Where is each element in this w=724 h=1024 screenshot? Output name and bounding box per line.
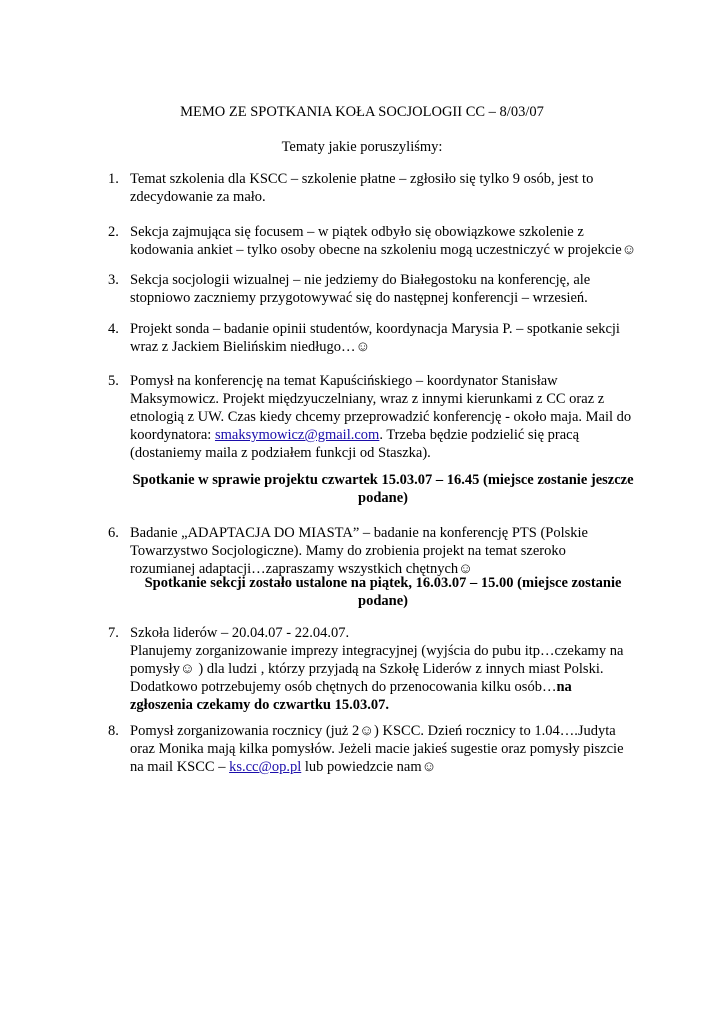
item-text: (dostaniemy maila z podziałem funkcji od Staszka). — [130, 445, 431, 461]
document-title: MEMO ZE SPOTKANIA KOŁA SOCJOLOGII CC – 8/03/07 — [180, 104, 544, 120]
item-text: Maksymowicz. Projekt międzyuczelniany, wraz z innymi kierunkami z CC oraz z — [130, 391, 605, 407]
item-number: 3. — [108, 272, 119, 288]
list-item-6 — [108, 524, 648, 578]
list-item-4 — [108, 320, 648, 356]
text-span: koordynatora: — [130, 427, 215, 443]
item-text: Szkoła liderów – 20.04.07 - 22.04.07. — [130, 625, 350, 641]
item-number: 8. — [108, 723, 119, 739]
item-text: wraz z Jackiem Bielińskim niedługo…☺ — [130, 339, 371, 355]
item-text: oraz Monika mają kilka pomysłów. Jeżeli macie jakieś sugestie oraz pomysły piszcie — [130, 741, 624, 757]
list-item-8 — [108, 722, 648, 776]
item-number: 6. — [108, 525, 119, 541]
item-text: kodowania ankiet – tylko osoby obecne na szkoleniu mogą uczestniczyć w projekcie☺ — [130, 242, 637, 258]
item-number: 2. — [108, 224, 119, 240]
item-number: 7. — [108, 625, 119, 641]
list-item-3 — [108, 271, 648, 307]
item-text: Temat szkolenia dla KSCC – szkolenie płatne – zgłosiło się tylko 9 osób, jest to — [130, 171, 594, 187]
bold-text: podane) — [358, 490, 408, 506]
list-item-5 — [108, 372, 648, 462]
item-text — [130, 678, 648, 696]
item-text — [130, 426, 648, 444]
email-link-kscc[interactable]: ks.cc@op.pl — [229, 759, 302, 775]
item-number: 4. — [108, 321, 119, 337]
item-text: Projekt sonda – badanie opinii studentów, koordynacja Marysia P. – spotkanie sekcji — [130, 321, 620, 337]
text-span: lub powiedzcie nam☺ — [301, 759, 437, 775]
bold-text: na — [556, 679, 572, 695]
item-text: pomysły☺ ) dla ludzi , którzy przyjadą na Szkołę Liderów z innych miast Polski. — [130, 661, 604, 677]
item-number: 5. — [108, 373, 119, 389]
item-text: stopniowo zaczniemy przygotowywać się do następnej konferencji – wrzesień. — [130, 290, 588, 306]
item-text: rozumianej adaptacji…zapraszamy wszystkich chętnych☺ — [130, 561, 473, 577]
text-span: . Trzeba będzie podzielić się pracą — [379, 427, 580, 443]
list-item-7 — [108, 624, 648, 714]
email-link-coordinator[interactable]: smaksymowicz@gmail.com — [214, 427, 380, 443]
bold-text: Spotkanie w sprawie projektu czwartek 15.03.07 – 16.45 (miejsce zostanie jeszcze — [132, 472, 634, 488]
item-text: zdecydowanie za mało. — [130, 189, 266, 205]
item-text: Badanie „ADAPTACJA DO MIASTA” – badanie na konferencję PTS (Polskie — [130, 525, 588, 541]
item-number: 1. — [108, 171, 119, 187]
item-text — [130, 758, 648, 776]
list-item-1 — [108, 170, 648, 206]
meeting-note-5 — [118, 471, 648, 507]
text-span: na mail KSCC – — [130, 759, 230, 775]
bold-text: Spotkanie sekcji zostało ustalone na piątek, 16.03.07 – 15.00 (miejsce zostanie — [144, 575, 622, 591]
item-text: Pomysł zorganizowania rocznicy (już 2☺) KSCC. Dzień rocznicy to 1.04….Judyta — [130, 723, 616, 739]
item-text: Sekcja socjologii wizualnej – nie jedziemy do Białegostoku na konferencję, ale — [130, 272, 591, 288]
bold-text: zgłoszenia czekamy do czwartku 15.03.07. — [130, 697, 389, 713]
text-span: Dodatkowo potrzebujemy osób chętnych do przenocowania kilku osób… — [130, 679, 557, 695]
item-text: Sekcja zajmująca się focusem – w piątek odbyło się obowiązkowe szkolenie z — [130, 224, 584, 240]
item-text: etnologią z UW. Czas kiedy chcemy przeprowadzić konferencję - około maja. Mail do — [130, 409, 632, 425]
item-text: Pomysł na konferencję na temat Kapuścińskiego – koordynator Stanisław — [130, 373, 558, 389]
item-text: Towarzystwo Socjologiczne). Mamy do zrobienia projekt na temat szeroko — [130, 543, 566, 559]
list-item-2 — [108, 223, 648, 259]
item-text: Planujemy zorganizowanie imprezy integracyjnej (wyjścia do pubu itp…czekamy na — [130, 643, 624, 659]
meeting-note-6 — [118, 574, 648, 610]
document-subtitle: Tematy jakie poruszyliśmy: — [281, 139, 443, 155]
bold-text: podane) — [358, 593, 408, 609]
